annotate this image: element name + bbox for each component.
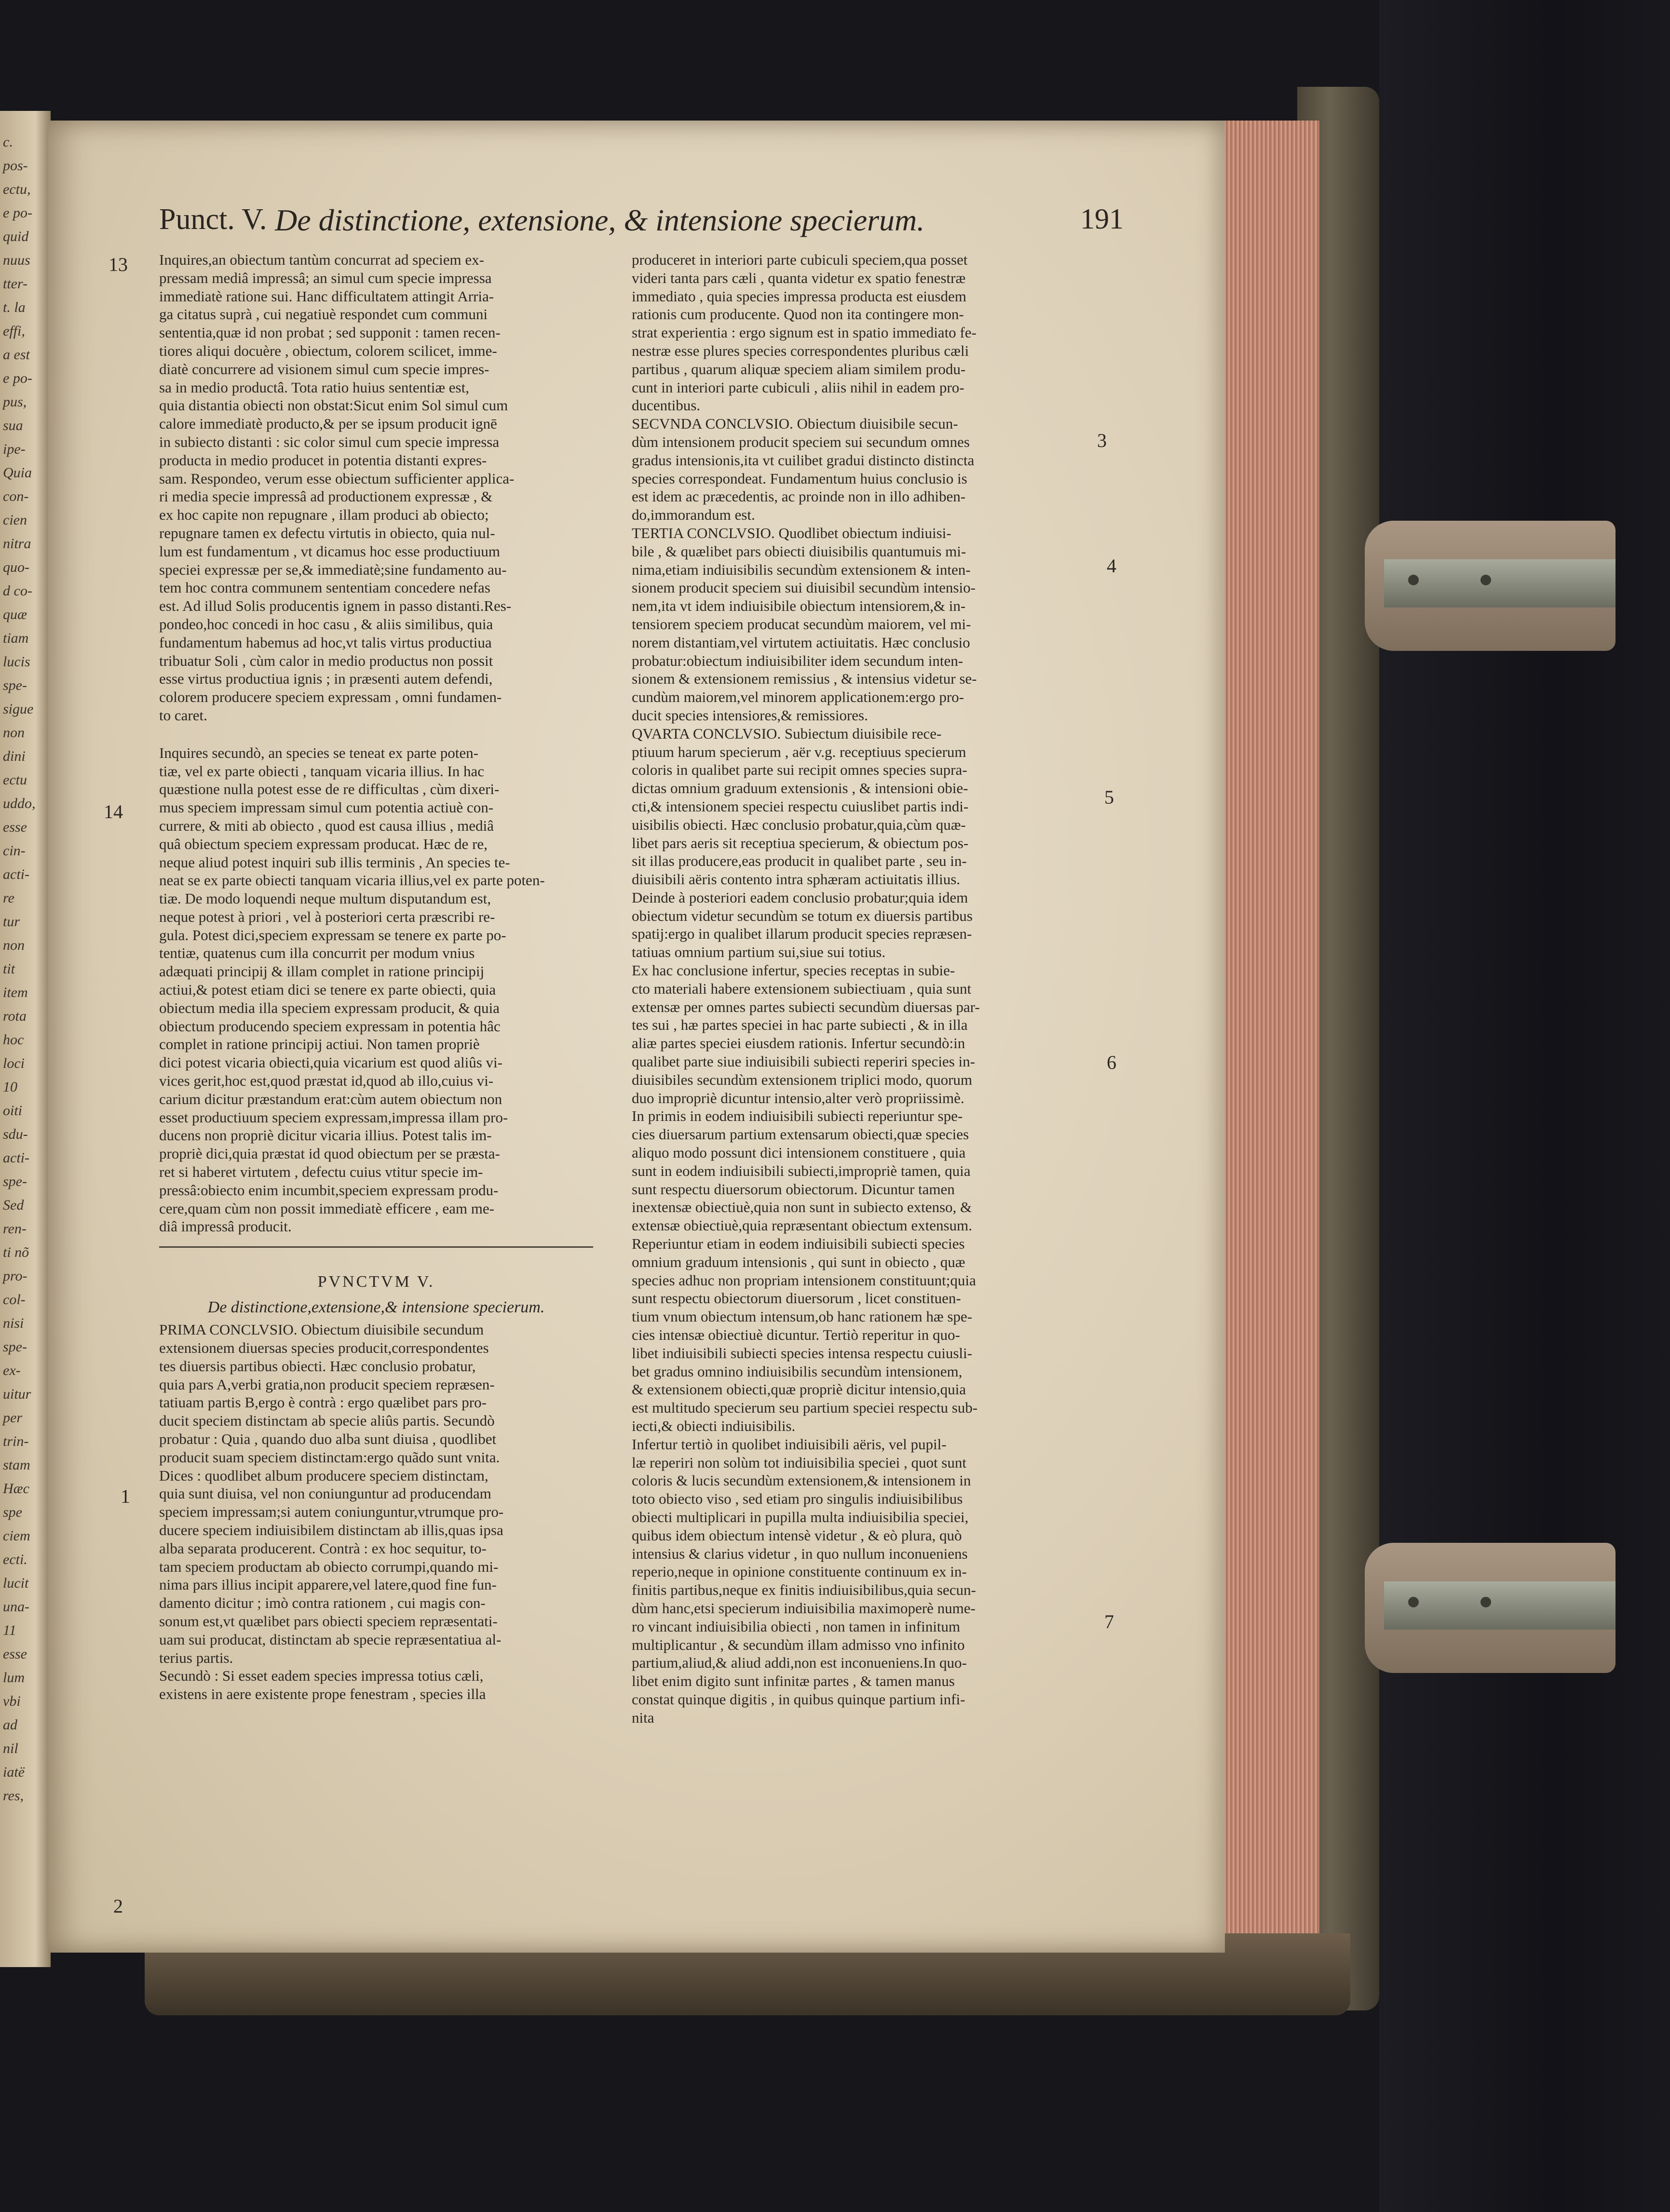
text-line: sam. Respondeo, verum esse obiectum sufficienter applica- [159, 470, 515, 487]
left-column [159, 251, 593, 1703]
text-line: tiæ. De modo loquendi neque multum disputandum est, [159, 890, 491, 907]
text-line: nima pars illius incipit apparere,vel latere,quod fine fun- [159, 1576, 497, 1593]
left-page-fragment: acti- [3, 866, 29, 882]
text-line: quæstione nulla potest esse de re difficultas , cùm dixeri- [159, 781, 500, 798]
left-page-fragment: acti- [3, 1150, 29, 1166]
text-line: neat se ex parte obiecti tanquam vicaria illius,vel ex parte poten- [159, 872, 545, 889]
text-line: immediatè ratione sui. Hanc difficultatem attingit Arria- [159, 287, 494, 305]
text-line: partibus , quarum aliquæ speciem aliam similem produ- [632, 360, 966, 378]
text-line: dùm intensionem producit speciem sui secundum omnes [632, 433, 970, 450]
rivet-icon [1480, 575, 1491, 585]
text-line: cere,quam cùm non possit immediatè efficere , eam me- [159, 1200, 494, 1217]
text-line: videri tanta pars cæli , quanta videtur ex spatio fenestræ [632, 269, 966, 286]
text-line: ptiuum harum specierum , aër v.g. receptiuus specierum [632, 743, 966, 760]
text-line: est. Ad illud Solis producentis ignem in passo distanti.Res- [159, 597, 512, 615]
left-page-fragment: e po- [3, 370, 32, 386]
text-line: Dices : quodlibet album producere speciem distinctam, [159, 1467, 489, 1484]
text-line: vices gerit,hoc est,quod præstat id,quod ab illo,cuius vi- [159, 1072, 494, 1090]
text-line: tatiuam partis B,ergo è contrà : ergo quælibet pars pro- [159, 1394, 487, 1411]
text-line: diuisibili aëris contento intra sphæram actiuitatis illius. [632, 871, 961, 888]
text-line: aliquo modo possunt dici intensionem constituere , quia [632, 1144, 966, 1161]
text-line: partium,aliud,& aliud addi,non est inconueniens.In quo- [632, 1654, 967, 1672]
left-page-fragment: vbi [3, 1693, 21, 1709]
margin-number: 7 [1104, 1611, 1114, 1632]
text-line: aliæ partes speciei eiusdem rationis. Infertur secundò:in [632, 1035, 965, 1052]
left-page-fragment: Quia [3, 465, 32, 481]
text-line: tiores aliqui docuère , obiectum, colorem scilicet, imme- [159, 342, 497, 359]
text-line: diuisibiles secundùm extensionem triplici modo, quorum [632, 1071, 973, 1088]
left-page-fragment: ad [3, 1717, 17, 1733]
text-line: species correspondeat. Fundamentum huius conclusio is [632, 470, 967, 487]
left-page-fragment: ecti. [3, 1551, 27, 1567]
paragraph-1 [159, 1321, 593, 1667]
text-line: nestræ esse plures species correspondentes pluribus cæli [632, 342, 969, 359]
text-line: neque potest à priori , vel à posteriori certa præscribi re- [159, 908, 495, 925]
text-line: diâ impressâ producit. [159, 1218, 292, 1235]
left-page-fragment: nuus [3, 252, 30, 268]
text-line: uisibilis obiecti. Hæc conclusio probatur,quia,cùm quæ- [632, 816, 966, 833]
margin-number: 4 [1107, 555, 1116, 577]
left-page-fragment: rota [3, 1008, 27, 1024]
text-line: coloris & lucis secundùm extensionem,& intensionem in [632, 1472, 971, 1489]
text-line: obiectum producendo speciem expressam in potentia hâc [159, 1017, 501, 1035]
left-page-fragment: stam [3, 1457, 30, 1473]
left-page-fragment: non [3, 725, 25, 741]
text-line: sit illas producere,eas producit in qualibet parte , seu in- [632, 852, 967, 870]
text-line: spatij:ergo in qualibet illarum producit species repræsen- [632, 925, 972, 943]
text-line: obiectum videtur secundùm se totum ex diuersis partibus [632, 907, 973, 924]
text-line: colorem producere speciem expressam , omni fundamen- [159, 688, 502, 706]
left-page-fragment: trin- [3, 1433, 29, 1449]
text-line: est multitudo specierum seu partium speciei respectu sub- [632, 1399, 978, 1416]
paragraph-2-continued [632, 251, 1080, 415]
rivet-icon [1408, 575, 1419, 585]
text-line: tes diuersis partibus obiecti. Hæc conclusio probatur, [159, 1357, 476, 1375]
text-line: damento dicitur ; imò contra rationem , cui magis con- [159, 1594, 486, 1612]
text-line: propriè dici,quia præstat id quod obiectum per se præsta- [159, 1145, 500, 1162]
text-line: libet pars aeris sit receptiua specierum, & obiectum pos- [632, 834, 969, 851]
margin-number: 5 [1104, 786, 1114, 808]
left-page-fragment: uitur [3, 1386, 31, 1402]
left-page-fragment: ren- [3, 1221, 27, 1237]
section-rule [159, 1236, 593, 1260]
text-line: cies intensæ obiectiuè dicuntur. Tertiò reperitur in quo- [632, 1326, 960, 1344]
left-page-fragment: t. la [3, 299, 26, 315]
header-title: De distinctione, extensione, & intensione specierum. [275, 203, 925, 237]
left-page-fragment: e po- [3, 205, 32, 221]
left-page-fragment: hoc [3, 1032, 24, 1048]
margin-number: 6 [1107, 1052, 1116, 1073]
text-line: probatur:obiectum indiuisibiliter idem secundum inten- [632, 652, 964, 669]
text-line: SECVNDA CONCLVSIO. Obiectum diuisibile secun- [632, 415, 958, 432]
text-line: calore immediatè producto,& per se ipsum producit ignē [159, 415, 497, 432]
left-page-fragment: pus, [3, 394, 27, 410]
text-line: nem,ita vt idem indiuisibile obiectum intensiorem,& in- [632, 597, 966, 615]
margin-number: 1 [121, 1485, 130, 1507]
text-line: PRIMA CONCLVSIO. Obiectum diuisibile secundum [159, 1321, 484, 1338]
text-line: sionem producit speciem sui diuisibil secundùm intensio- [632, 579, 976, 596]
left-page-fragment: nil [3, 1740, 18, 1756]
margin-number: 3 [1097, 430, 1107, 451]
text-line: Ex hac conclusione infertur, species receptas in subie- [632, 962, 955, 979]
text-line: tium vnum obiectum intensum,ob hanc rationem hæ spe- [632, 1308, 972, 1325]
left-page-fragment: tter- [3, 276, 28, 292]
text-line: alba separata producerent. Contrà : ex hoc sequitur, to- [159, 1539, 487, 1557]
text-line: ducit speciem distinctam ab specie aliûs partis. Secundò [159, 1412, 495, 1430]
text-line: Deinde à posteriori eadem conclusio probatur;quia idem [632, 889, 968, 906]
text-line: norem distantiam,vel virtutem actiuitatis. Hæc conclusio [632, 634, 970, 651]
left-page-fragment: quo- [3, 559, 29, 575]
text-line: probatur : Quia , quando duo alba sunt diuisa , quodlibet [159, 1430, 497, 1448]
text-line: cto materiali habere extensionem subiectiuam , quia sunt [632, 980, 972, 997]
left-page-fragment: c. [3, 134, 13, 150]
left-page-fragment: Hæc [3, 1481, 29, 1497]
text-line: bet gradus omnino indiuisibilis secundùm intensionem, [632, 1362, 963, 1380]
left-page-fragment: sua [3, 418, 23, 433]
text-line: do,immorandum est. [632, 506, 755, 524]
left-page-fragment: tiam [3, 630, 29, 646]
text-line: ret si haberet virtutem , defectu cuius vtitur specie im- [159, 1163, 483, 1181]
text-line: TERTIA CONCLVSIO. Quodlibet obiectum indiuisi- [632, 524, 951, 541]
text-line: cti,& intensionem speciei respectu cuiuslibet partis indi- [632, 797, 969, 815]
text-line: ga citatus suprà , cui negatiuè respondet cum communi [159, 306, 488, 323]
text-line: sonum est,vt quælibet pars obiecti speciem repræsentati- [159, 1612, 498, 1630]
text-line: QVARTA CONCLVSIO. Subiectum diuisibile rece- [632, 725, 942, 742]
text-line: nima,etiam indiuisibilis secundùm extensionem & inten- [632, 561, 971, 578]
upper-clasp[interactable] [1365, 521, 1616, 651]
text-line: pressam mediâ impressâ; an simul cum specie impressa [159, 269, 492, 286]
paragraph-2 [159, 1667, 593, 1703]
left-page-fragment: 10 [3, 1079, 17, 1095]
text-line: complet in ratione principij actiui. Non tamen propriè [159, 1036, 480, 1053]
left-page-fragment: sdu- [3, 1126, 28, 1142]
text-line: inextensæ obiectiuè,quia non sunt in subiecto extenso, & [632, 1199, 972, 1216]
text-line: terius partis. [159, 1649, 233, 1666]
text-line: duo impropriè dicuntur intensio,alter verò propriissimè. [632, 1089, 964, 1106]
left-page-fragment: iatë [3, 1764, 25, 1780]
left-page-fragment: cin- [3, 843, 26, 859]
text-line: species adhuc non propriam intensionem constituunt;quia [632, 1271, 976, 1289]
left-page-fragment: lum [3, 1670, 25, 1686]
rivet-icon [1480, 1597, 1491, 1607]
text-line: quâ obiectum speciem expressam producat. Hæc de re, [159, 835, 488, 852]
text-line: cunt in interiori parte cubiculi , aliis nihil in eadem pro- [632, 378, 964, 396]
text-line: læ reperiri non solùm tot indiuisibilia speciei , quot sunt [632, 1454, 966, 1471]
left-page-fragment: esse [3, 1646, 27, 1662]
left-page-edge [0, 111, 51, 1967]
left-page-fragment: ectu [3, 772, 27, 788]
text-line: multiplicantur , & secundùm illam admisso vno infinito [632, 1636, 965, 1653]
text-line: Infertur tertiò in quolibet indiuisibili aëris, vel pupil- [632, 1435, 947, 1453]
text-line: extensæ per omnes partes subiecti secundùm diuersas par- [632, 998, 980, 1015]
left-page-fragment: quid [3, 229, 29, 244]
text-line: Inquires secundò, an species se teneat ex parte poten- [159, 744, 478, 761]
text-line: dictas omnium graduum extensionis , & intensioni obie- [632, 780, 968, 797]
text-line: & extensionem obiecti,quæ propriè dicitur intensio,quia [632, 1381, 966, 1398]
text-line: tes sui , hæ partes speciei in hac parte subiecti , & in illa [632, 1016, 968, 1034]
clasp-metal-icon [1384, 559, 1616, 607]
text-line: coloris in qualibet parte sui recipit omnes species supra- [632, 761, 967, 779]
text-line: omnium graduum intensionis , qui sunt in obiecto , quæ [632, 1253, 965, 1270]
text-line: constat quinque digitis , in quibus quinque partium infi- [632, 1690, 965, 1708]
paragraph-6 [632, 961, 1080, 1435]
text-line: to caret. [159, 706, 207, 724]
text-line: currere, & miti ab obiecto , quod est causa illius , mediâ [159, 817, 494, 834]
left-page-fragment: nitra [3, 536, 31, 552]
text-line: quia sunt diuisa, vel non coniunguntur ad producendam [159, 1485, 491, 1502]
left-page-fragment: spe [3, 1504, 22, 1520]
left-page-fragment: per [3, 1410, 22, 1426]
left-page-fragment: 11 [3, 1622, 16, 1638]
text-line: sunt respectu diuersorum obiectorum. Dicuntur tamen [632, 1180, 955, 1198]
text-line: gula. Potest dici,speciem expressam se tenere ex parte po- [159, 926, 506, 944]
text-line: reperio,neque in opinione constituente continuum ex in- [632, 1563, 967, 1580]
left-page-fragment: spe- [3, 677, 27, 693]
text-line: ducere speciem indiuisibilem distinctam ab illis,quas ipsa [159, 1522, 503, 1538]
text-line: quia distantia obiecti non obstat:Sicut enim Sol simul cum [159, 397, 508, 414]
text-line: gradus intensionis,ita vt cuilibet gradui distincto distincta [632, 451, 975, 469]
left-page-fragment: re [3, 890, 18, 906]
left-page-fragment: sigue [3, 701, 34, 717]
left-page-fragment: con- [3, 488, 29, 504]
left-page-fragment: d co- [3, 583, 32, 599]
left-page-fragment: cien [3, 512, 27, 528]
text-line: tribuatur Soli , cùm calor in medio productus non possit [159, 652, 493, 669]
text-line: sa in medio productâ. Tota ratio huius sententiæ est, [159, 378, 469, 396]
text-line: Secundò : Si esset eadem species impressa totius cæli, [159, 1667, 484, 1685]
text-line: ducens non propriè dicitur vicaria illius. Potest talis im- [159, 1127, 492, 1144]
margin-number: 2 [113, 1895, 123, 1917]
left-page-fragment: ti nõ [3, 1244, 29, 1260]
paragraph-13 [159, 251, 593, 725]
clasp-metal-icon [1384, 1581, 1616, 1630]
text-line: iecti,& obiecti indiuisibilis. [632, 1417, 796, 1434]
text-line: tatiuas omnium partium sui,siue sui totius. [632, 944, 886, 961]
section-subheading: De distinctione,extensione,& intensione specierum. [207, 1298, 545, 1317]
text-line: Inquires,an obiectum tantùm concurrat ad speciem ex- [159, 251, 484, 268]
left-page-fragment: uddo, [3, 796, 36, 811]
rivet-icon [1408, 1597, 1419, 1607]
left-page-fragment: quæ [3, 607, 27, 622]
text-line: quibus idem obiectum intensè videtur , & eò plura, quò [632, 1526, 962, 1544]
text-line: in subiecto distanti : sic color simul cum specie impressa [159, 433, 500, 450]
text-line: sunt in eodem indiuisibili subiecti,impropriè tamen, quia [632, 1162, 971, 1179]
lower-clasp[interactable] [1365, 1543, 1616, 1673]
page-number: 191 [1080, 203, 1124, 235]
text-line: dùm hanc,etsi specierum indiuisibilia maximoperè nume- [632, 1599, 976, 1617]
left-page-fragment: non [3, 937, 25, 953]
text-line: ro vincant indiuisibilia obiecti , non tamen in infinitum [632, 1618, 961, 1635]
left-page-fragment: ipe- [3, 441, 26, 457]
left-page-fragment: a est [3, 347, 30, 363]
text-line: lum est fundamentum , vt dicamus hoc esse productiuum [159, 542, 500, 560]
text-line: est idem ac præcedentis, ac proinde non in illo adhiben- [632, 488, 966, 505]
text-line: pondeo,hoc concedi in hoc casu , & aliis similibus, quia [159, 615, 493, 633]
text-line: neque aliud potest inquiri sub illis terminis , An species te- [159, 853, 510, 871]
left-page-fragment: una- [3, 1599, 29, 1615]
paragraph-5 [632, 725, 1080, 961]
text-line: speciei expressæ per se,& immediatè;sine fundamento au- [159, 561, 507, 578]
text-line: toto obiecto viso , sed etiam pro singulis indiuisibilibus [632, 1490, 963, 1508]
text-line: bile , & quælibet pars obiecti diuisibilis quantumuis mi- [632, 542, 966, 560]
left-page-fragment: effi, [3, 323, 25, 339]
text-line: ex hoc capite non repugnare , illam produci ab obiecto; [159, 506, 489, 524]
text-line: ri media specie impressâ ad productionem expressæ , & [159, 488, 493, 505]
left-page-fragment: lucit [3, 1575, 29, 1591]
text-line: quia pars A,verbi gratia,non producit speciem repræsen- [159, 1376, 495, 1393]
text-line: repugnare tamen ex defectu virtutis in obiecto, quia nul- [159, 524, 495, 541]
text-line: fundamentum habemus ad hoc,vt talis virtus productiua [159, 634, 492, 651]
left-page-fragment: esse [3, 819, 27, 835]
paragraph-4 [632, 524, 1080, 725]
text-line: cundùm maiorem,vel minorem applicationem:ergo pro- [632, 688, 964, 706]
text-line: actiui,& potest etiam dici se tenere ex parte obiecti, quia [159, 981, 496, 998]
running-header [159, 202, 1124, 246]
paragraph-3 [632, 415, 1080, 524]
text-line: finitis partibus,neque ex finitis indiuisibilibus,quia secun- [632, 1581, 976, 1599]
text-line: tensiorem speciem producat secundùm maiorem, vel mi- [632, 615, 971, 633]
right-column [632, 251, 1080, 1727]
margin-number: 13 [109, 254, 128, 275]
text-line: strat experientia : ergo signum est in spatio immediato fe- [632, 324, 977, 341]
text-line: Reperiuntur etiam in eodem indiuisibili subiecti species [632, 1235, 965, 1253]
text-line: sionem & extensionem remissius , & intensius videtur se- [632, 670, 977, 688]
text-line: obiecti multiplicari in pupilla multa indiuisibilia speciei, [632, 1508, 969, 1525]
left-page-fragment: nisi [3, 1315, 24, 1331]
left-page-fragment: pro- [3, 1268, 27, 1284]
text-line: produceret in interiori parte cubiculi speciem,qua posset [632, 251, 968, 268]
text-line: speciem impressam;si autem coniunguntur,vtrumque pro- [159, 1503, 504, 1521]
margin-number: 14 [104, 801, 123, 823]
left-page-fragment: Sed [3, 1197, 24, 1213]
text-line: intensius & clarius videtur , in quo nullum inconueniens [632, 1545, 968, 1562]
text-line: nita [632, 1709, 654, 1726]
text-line: producta in medio producet in potentia distanti expres- [159, 451, 487, 469]
text-line: adæquati principij & illam complet in ratione principij [159, 963, 485, 980]
text-line: rationis cum producente. Quod non ita contingere mon- [632, 306, 964, 323]
text-line: ducentibus. [632, 397, 701, 414]
left-page-fragment: ciem [3, 1528, 30, 1544]
text-line: extensæ obiectiuè,quia repræsentant obiectum extensum. [632, 1217, 972, 1234]
left-page-fragment: col- [3, 1292, 26, 1308]
background-cloth [1379, 0, 1670, 2212]
left-page-fragment: res, [3, 1788, 24, 1804]
text-line: producit suam speciem distinctam:ergo quãdo sunt vnita. [159, 1448, 500, 1466]
left-page-fragment: dini [3, 748, 26, 764]
text-line: uam sui producat, distinctam ab specie repræsentatiua al- [159, 1631, 502, 1648]
text-line: existens in aere existente prope fenestram , species illa [159, 1686, 486, 1703]
text-line: pressâ:obiecto enim incumbit,speciem expressam produ- [159, 1181, 499, 1199]
left-page-fragment: spe- [3, 1173, 27, 1189]
text-line: extensionem diuersas species producit,correspondentes [159, 1339, 489, 1357]
paragraph-gap [159, 725, 593, 744]
text-line: esse virtus productiua ignis ; in præsenti autem defendi, [159, 670, 493, 688]
left-page-fragment: spe- [3, 1339, 27, 1355]
left-page-fragment: pos- [3, 158, 28, 174]
left-page-fragment: item [3, 985, 28, 1000]
text-line: diatè concurrere ad visionem simul cum specie impres- [159, 360, 489, 378]
text-line: tam speciem productam ab obiecto corrumpi,quando mi- [159, 1558, 499, 1575]
text-line: ducit species intensiores,& remissiores. [632, 706, 868, 724]
left-page-fragment: loci [3, 1055, 25, 1071]
text-line: tem hoc contra communem sententiam concedere nefas [159, 579, 490, 596]
left-page-fragment: lucis [3, 654, 30, 670]
text-line: tentiæ, quatenus cum illa concurrit per modum vnius [159, 944, 475, 962]
header-punct: Punct. V. [159, 203, 267, 236]
left-page-fragment: ex- [3, 1362, 21, 1378]
text-line: dici potest vicaria obiecti,quia vicarium est quod aliûs vi- [159, 1054, 502, 1071]
left-page-fragment: tit [3, 961, 15, 977]
text-line: libet indiuisibili subiecti species intensa respectu cuiusli- [632, 1344, 972, 1362]
paragraph-7 [632, 1435, 1080, 1727]
text-line: cies diuersarum partium extensarum obiecti,quæ species [632, 1126, 969, 1143]
text-line: mus speciem impressam simul cum potentia actiuè con- [159, 799, 494, 816]
text-line: esset productiuum speciem expressam,impressa illam pro- [159, 1108, 508, 1126]
paragraph-14 [159, 744, 593, 1236]
text-line: qualibet parte siue indiuisibili subiecti reperiri species in- [632, 1053, 975, 1070]
section-heading: PVNCTVM V. [317, 1273, 435, 1291]
text-line: libet enim digito sunt infinitæ partes , & tamen manus [632, 1672, 955, 1690]
left-page-fragment: oiti [3, 1103, 23, 1119]
text-line: sententia,quæ id non probat ; sed supponit : tamen recen- [159, 324, 501, 341]
page-fore-edge [1215, 121, 1319, 1938]
left-page-fragment: tur [3, 914, 20, 930]
left-page-fragment: ectu, [3, 181, 31, 197]
text-line: tiæ, vel ex parte obiecti , tanquam vicaria illius. In hac [159, 762, 485, 780]
text-line: obiectum media illa speciem expressam producit, & quia [159, 999, 500, 1016]
text-line: In primis in eodem indiuisibili subiecti reperiuntur spe- [632, 1107, 963, 1125]
text-line: sunt respectu obiectorum diuersorum , licet constituen- [632, 1290, 961, 1307]
text-line: carium dicitur præstandum erat:cùm autem obiectum non [159, 1090, 502, 1107]
text-line: immediato , quia species impressa producta est eiusdem [632, 287, 966, 305]
